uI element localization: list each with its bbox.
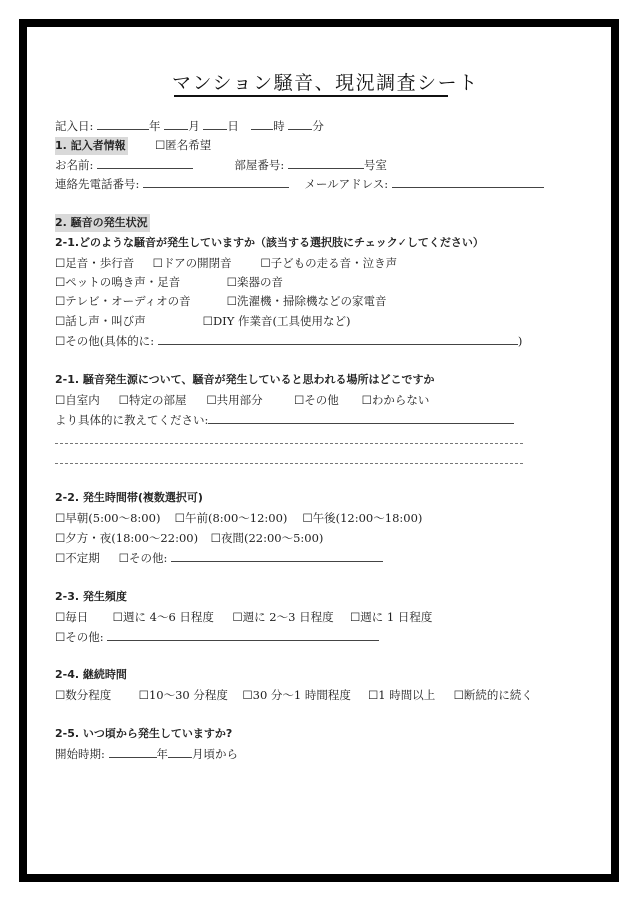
q2-1-question: 2-1.どのような騒音が発生していますか（該当する選択肢にチェック✓してください） — [55, 236, 484, 249]
start-month-field[interactable] — [168, 747, 192, 758]
time-other-field[interactable] — [171, 551, 383, 562]
email-field[interactable] — [392, 177, 544, 188]
phone-label: 連絡先電話番号: — [55, 177, 140, 191]
option-diy[interactable]: ☐DIY 作業音(工具使用など) — [202, 314, 351, 328]
q2-1b-question: 2-1. 騒音発生源について、騒音が発生していると思われる場所はどこですか — [55, 373, 435, 386]
option-door[interactable]: ☐ドアの開閉音 — [152, 256, 232, 270]
option-voices[interactable]: ☐話し声・叫び声 — [55, 314, 146, 328]
year-label: 年 — [149, 119, 161, 133]
option-30min-1h[interactable]: ☐30 分～1 時間程度 — [242, 688, 351, 702]
q2-5-question: 2-5. いつ頃から発生していますか? — [55, 727, 233, 740]
option-unknown[interactable]: ☐わからない — [361, 393, 430, 407]
name-label: お名前: — [55, 158, 94, 172]
option-1-day[interactable]: ☐週に 1 日程度 — [349, 610, 433, 624]
start-year-field[interactable] — [109, 747, 157, 758]
q2-3-options-row1 — [55, 609, 432, 625]
q2-1-other-row — [55, 333, 522, 349]
option-time-other[interactable]: ☐その他: — [118, 551, 168, 565]
option-specific-room[interactable]: ☐特定の部屋 — [118, 393, 187, 407]
option-morning[interactable]: ☐午前(8:00～12:00) — [174, 511, 288, 525]
option-4-6-days[interactable]: ☐週に 4～6 日程度 — [112, 610, 214, 624]
document-title: マンション騒音、現況調査シート — [172, 72, 479, 94]
contact-row — [55, 176, 544, 192]
minute-label: 分 — [312, 119, 324, 133]
q2-2-options-row2 — [55, 530, 323, 546]
option-night[interactable]: ☐夜間(22:00～5:00) — [210, 531, 324, 545]
date-label: 記入日: — [55, 119, 94, 133]
hour-field[interactable] — [251, 119, 273, 130]
option-footsteps[interactable]: ☐足音・歩行音 — [55, 256, 135, 270]
option-intermittent[interactable]: ☐断続的に続く — [453, 688, 533, 702]
option-10-30-min[interactable]: ☐10～30 分程度 — [138, 688, 228, 702]
room-suffix: 号室 — [363, 158, 387, 172]
q2-1b-options-row — [55, 392, 429, 408]
other-close-paren: ) — [517, 334, 523, 348]
section1-header-row — [55, 137, 211, 155]
option-irregular[interactable]: ☐不定期 — [55, 551, 100, 565]
option-daily[interactable]: ☐毎日 — [55, 610, 89, 624]
other-detail-field[interactable] — [158, 334, 518, 345]
room-field[interactable] — [288, 158, 364, 169]
name-room-row — [55, 157, 387, 173]
section2-header-row — [55, 214, 150, 232]
option-afternoon[interactable]: ☐午後(12:00～18:00) — [302, 511, 423, 525]
q2-2-options-row3 — [55, 550, 383, 566]
phone-field[interactable] — [143, 177, 289, 188]
q2-4-question: 2-4. 継続時間 — [55, 668, 127, 681]
option-other[interactable]: ☐その他(具体的に: — [55, 334, 155, 348]
name-field[interactable] — [97, 158, 193, 169]
q2-1-options-row4 — [55, 313, 350, 329]
option-common-area[interactable]: ☐共用部分 — [206, 393, 263, 407]
q2-3-question: 2-3. 発生頻度 — [55, 590, 127, 603]
option-evening[interactable]: ☐夕方・夜(18:00～22:00) — [55, 531, 199, 545]
day-label: 日 — [227, 119, 239, 133]
frequency-other-field[interactable] — [107, 630, 379, 641]
detail-label: より具体的に教えてください: — [55, 413, 209, 427]
option-instrument[interactable]: ☐楽器の音 — [226, 275, 283, 289]
start-label: 開始時期: — [55, 747, 105, 761]
year-field[interactable] — [97, 119, 149, 130]
q2-1-options-row1 — [55, 255, 397, 271]
day-field[interactable] — [203, 119, 227, 130]
option-frequency-other[interactable]: ☐その他: — [55, 630, 104, 644]
date-row — [55, 118, 324, 134]
option-appliances[interactable]: ☐洗濯機・掃除機などの家電音 — [226, 294, 387, 308]
option-tv-audio[interactable]: ☐テレビ・オーディオの音 — [55, 294, 191, 308]
anonymous-checkbox[interactable]: ☐匿名希望 — [154, 138, 212, 152]
option-pet[interactable]: ☐ペットの鳴き声・足音 — [55, 275, 181, 289]
q2-2-question: 2-2. 発生時間帯(複数選択可) — [55, 491, 203, 504]
q2-3-other-row — [55, 629, 379, 645]
start-year-label: 年 — [156, 747, 169, 761]
detail-line-2[interactable] — [55, 443, 523, 444]
room-label: 部屋番号: — [234, 158, 285, 172]
q2-2-options-row1 — [55, 510, 422, 526]
q2-1b-detail-row — [55, 412, 514, 428]
section1-heading: 1. 記入者情報 — [55, 137, 128, 155]
month-field[interactable] — [164, 119, 188, 130]
option-own-room[interactable]: ☐自室内 — [55, 393, 100, 407]
q2-5-start-row — [55, 746, 238, 762]
option-over-1h[interactable]: ☐1 時間以上 — [367, 688, 436, 702]
minute-field[interactable] — [288, 119, 312, 130]
section2-heading: 2. 騒音の発生状況 — [55, 214, 150, 232]
option-few-minutes[interactable]: ☐数分程度 — [55, 688, 112, 702]
title-underline — [174, 95, 448, 97]
month-label: 月 — [188, 119, 200, 133]
email-label: メールアドレス: — [304, 177, 389, 191]
hour-label: 時 — [273, 119, 285, 133]
q2-4-options-row — [55, 687, 533, 703]
detail-field[interactable] — [208, 413, 514, 424]
q2-1-options-row2 — [55, 274, 283, 290]
start-month-suffix: 月頃から — [192, 747, 239, 761]
option-2-3-days[interactable]: ☐週に 2～3 日程度 — [232, 610, 334, 624]
q2-1-options-row3 — [55, 293, 386, 309]
detail-line-3[interactable] — [55, 463, 523, 464]
option-early-morning[interactable]: ☐早朝(5:00～8:00) — [55, 511, 161, 525]
option-source-other[interactable]: ☐その他 — [293, 393, 339, 407]
option-children[interactable]: ☐子どもの走る音・泣き声 — [260, 256, 398, 270]
